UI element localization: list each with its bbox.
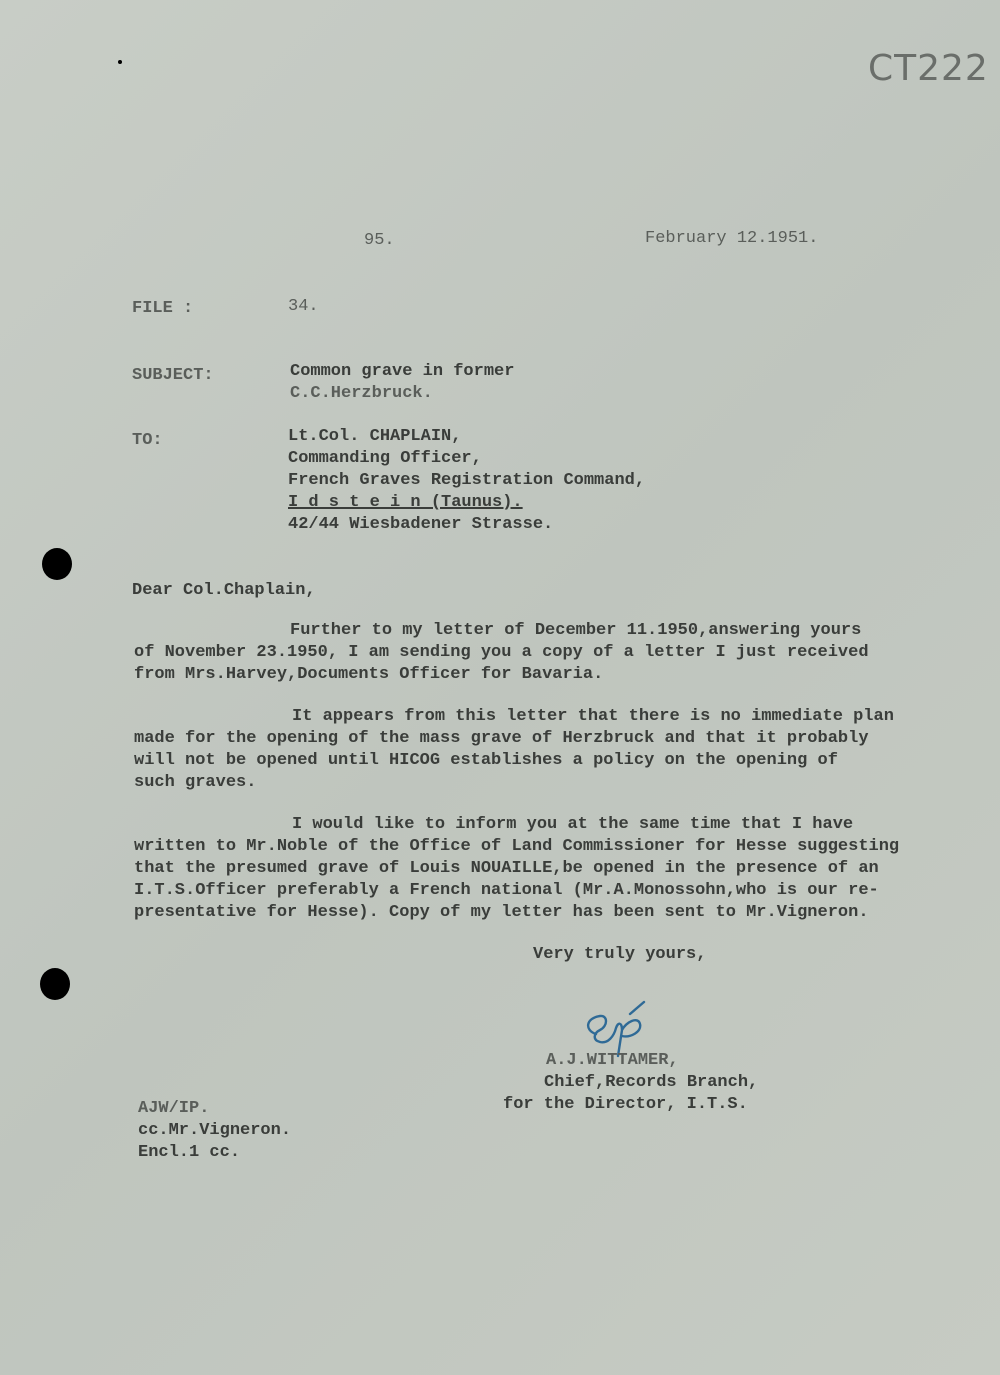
- reference-number: CT222: [868, 48, 989, 89]
- paragraph-1-line-2: of November 23.1950, I am sending you a copy of a letter I just received: [134, 643, 869, 662]
- to-line-4: I d s t e i n (Taunus).: [288, 493, 523, 512]
- to-line-3: French Graves Registration Command,: [288, 471, 646, 490]
- letter-date: February 12.1951.: [645, 229, 819, 248]
- punch-hole-top: [42, 548, 72, 580]
- paragraph-3-line-3: that the presumed grave of Louis NOUAILLE,be opened in the presence of an: [134, 859, 879, 878]
- footer-cc: cc.Mr.Vigneron.: [138, 1121, 292, 1140]
- signatory-title: Chief,Records Branch,: [544, 1073, 759, 1092]
- footer-reference: AJW/IP.: [138, 1099, 210, 1118]
- paragraph-1-line-3: from Mrs.Harvey,Documents Officer for Bavaria.: [134, 665, 604, 684]
- to-line-5: 42/44 Wiesbadener Strasse.: [288, 515, 554, 534]
- to-line-2: Commanding Officer,: [288, 449, 482, 468]
- paragraph-3-line-4: I.T.S.Officer preferably a French national (Mr.A.Monossohn,who is our re-: [134, 881, 879, 900]
- subject-label: SUBJECT:: [132, 366, 214, 385]
- paragraph-1-line-1: Further to my letter of December 11.1950,answering yours: [290, 621, 862, 640]
- paragraph-3-line-2: written to Mr.Noble of the Office of Land Commissioner for Hesse suggesting: [134, 837, 900, 856]
- paragraph-3-line-1: I would like to inform you at the same time that I have: [292, 815, 854, 834]
- file-value: 34.: [288, 297, 319, 316]
- salutation: Dear Col.Chaplain,: [132, 581, 316, 600]
- punch-hole-bottom: [40, 968, 70, 1000]
- speck-dot: [118, 60, 122, 64]
- paragraph-2-line-2: made for the opening of the mass grave of Herzbruck and that it probably: [134, 729, 869, 748]
- paragraph-2-line-3: will not be opened until HICOG establishes a policy on the opening of: [134, 751, 838, 770]
- signatory-name: A.J.WITTAMER,: [546, 1051, 679, 1070]
- letter-number: 95.: [364, 231, 395, 250]
- paragraph-2-line-1: It appears from this letter that there is no immediate plan: [292, 707, 894, 726]
- to-line-1: Lt.Col. CHAPLAIN,: [288, 427, 462, 446]
- footer-enclosure: Encl.1 cc.: [138, 1143, 241, 1162]
- file-label: FILE :: [132, 299, 194, 318]
- to-label: TO:: [132, 431, 163, 450]
- paragraph-3-line-5: presentative for Hesse). Copy of my letter has been sent to Mr.Vigneron.: [134, 903, 869, 922]
- signatory-organization: for the Director, I.T.S.: [503, 1095, 748, 1114]
- paragraph-2-line-4: such graves.: [134, 773, 257, 792]
- closing: Very truly yours,: [533, 945, 707, 964]
- subject-line-1: Common grave in former: [290, 362, 515, 381]
- subject-line-2: C.C.Herzbruck.: [290, 384, 433, 403]
